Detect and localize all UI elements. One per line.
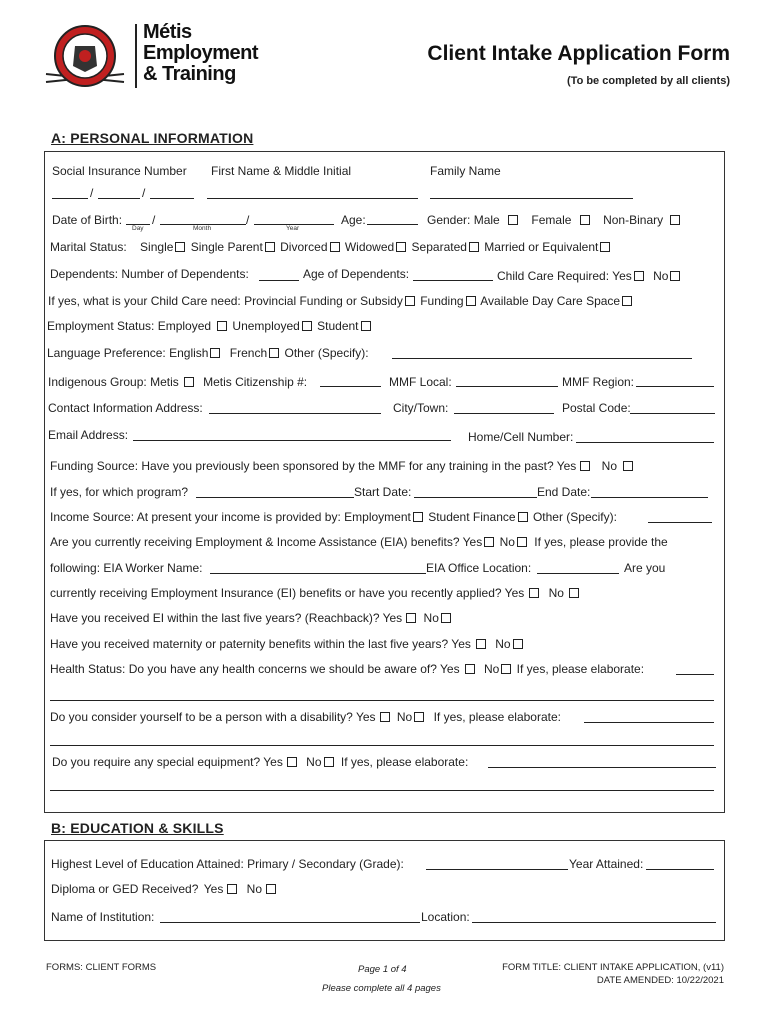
diploma-yes-label: Yes	[203, 882, 224, 896]
sin-label: Social Insurance Number	[52, 164, 187, 178]
employed-checkbox[interactable]	[217, 321, 227, 331]
parental-no-label: No	[495, 637, 511, 651]
marital-row	[50, 240, 612, 254]
day-care-checkbox[interactable]	[622, 296, 632, 306]
child-care-need-row	[48, 294, 634, 308]
non-binary-checkbox[interactable]	[670, 215, 680, 225]
first-name-label: First Name & Middle Initial	[211, 164, 352, 178]
sin-field-2[interactable]	[98, 198, 140, 199]
education-label: Highest Level of Education Attained: Primary / Secondary (Grade):	[51, 857, 404, 871]
postal-field[interactable]	[630, 413, 715, 414]
section-b-title: B: EDUCATION & SKILLS	[51, 820, 224, 836]
other-language-label: Other (Specify):	[284, 346, 369, 360]
metis-checkbox[interactable]	[184, 377, 194, 387]
reachback-no-label: No	[423, 611, 439, 625]
gender-male-label: Gender: Male	[427, 213, 500, 227]
divorced-checkbox[interactable]	[330, 242, 340, 252]
child-care-row	[497, 269, 682, 283]
funding-yes-checkbox[interactable]	[580, 461, 590, 471]
income-row	[50, 510, 617, 524]
diploma-no-label: No	[246, 882, 263, 896]
disability-yes-checkbox[interactable]	[380, 712, 390, 722]
diploma-yes-checkbox[interactable]	[227, 884, 237, 894]
french-checkbox[interactable]	[269, 348, 279, 358]
diploma-label: Diploma or GED Received?	[51, 882, 199, 896]
employed-label: Employment Status: Employed	[47, 319, 212, 333]
eia-yes-checkbox[interactable]	[484, 537, 494, 547]
health-yes-checkbox[interactable]	[465, 664, 475, 674]
reachback-no-checkbox[interactable]	[441, 613, 451, 623]
child-care-yes-checkbox[interactable]	[634, 271, 644, 281]
eia-provide-label: If yes, please provide the	[534, 535, 668, 549]
single-parent-checkbox[interactable]	[265, 242, 275, 252]
disability-no-checkbox[interactable]	[414, 712, 424, 722]
reachback-label: Have you received EI within the last five years? (Reachback)? Yes	[50, 611, 403, 625]
footer-complete: Please complete all 4 pages	[322, 983, 441, 994]
address-field[interactable]	[209, 413, 381, 414]
equipment-elaborate-label: If yes, please elaborate:	[340, 755, 469, 769]
logo-line-3: & Training	[143, 63, 236, 85]
dob-month-hint: Month	[193, 225, 212, 232]
french-label: French	[229, 346, 268, 360]
end-date-label: End Date:	[537, 485, 591, 499]
health-row	[50, 662, 644, 676]
child-care-label: Child Care Required: Yes	[497, 269, 632, 283]
funding-source-label: Funding Source: Have you previously been sponsored by the MMF for any training in the past? Yes	[50, 459, 577, 473]
day-care-label: Available Day Care Space	[480, 294, 621, 308]
indigenous-row	[48, 375, 307, 389]
funding-checkbox[interactable]	[466, 296, 476, 306]
postal-label: Postal Code:	[562, 401, 631, 415]
equipment-yes-checkbox[interactable]	[287, 757, 297, 767]
parental-yes-checkbox[interactable]	[476, 639, 486, 649]
unemployed-label: Unemployed	[232, 319, 300, 333]
divorced-label: Divorced	[280, 240, 328, 254]
dependents-label: Dependents: Number of Dependents:	[50, 267, 249, 281]
ei-no-label: No	[548, 586, 564, 600]
mmf-region-field[interactable]	[636, 386, 714, 387]
diploma-row	[51, 882, 278, 896]
equipment-no-label: No	[306, 755, 322, 769]
age-dependents-label: Age of Dependents:	[303, 267, 410, 281]
eia-worker-field[interactable]	[210, 573, 426, 574]
equipment-label: Do you require any special equipment? Yes	[52, 755, 283, 769]
education-grade-field[interactable]	[426, 869, 568, 870]
disability-elaborate-line-2[interactable]	[50, 745, 714, 746]
footer-date-amended: DATE AMENDED: 10/22/2021	[596, 975, 724, 986]
female-checkbox[interactable]	[580, 215, 590, 225]
subsidy-checkbox[interactable]	[405, 296, 415, 306]
disability-elaborate-field[interactable]	[584, 722, 714, 723]
sin-field-3[interactable]	[150, 198, 194, 199]
parental-label: Have you received maternity or paternity benefits within the last five years? Yes	[50, 637, 471, 651]
english-checkbox[interactable]	[210, 348, 220, 358]
end-date-field[interactable]	[591, 497, 708, 498]
student-finance-checkbox[interactable]	[518, 512, 528, 522]
start-date-field[interactable]	[414, 497, 537, 498]
eia-row	[50, 535, 668, 549]
other-language-field[interactable]	[392, 358, 692, 359]
mmf-local-field[interactable]	[456, 386, 558, 387]
eia-no-label: No	[499, 535, 515, 549]
funding-source-row	[50, 459, 635, 473]
widowed-label: Widowed	[344, 240, 395, 254]
language-row	[47, 346, 369, 360]
ei-row	[50, 586, 581, 600]
separated-checkbox[interactable]	[469, 242, 479, 252]
unemployed-checkbox[interactable]	[302, 321, 312, 331]
footer-page: Page 1 of 4	[358, 964, 407, 975]
metis-label: Indigenous Group: Metis	[48, 375, 179, 389]
health-elaborate-line-2[interactable]	[50, 700, 714, 701]
dob-label: Date of Birth:	[52, 213, 123, 227]
reachback-row	[50, 611, 453, 625]
section-a-title: A: PERSONAL INFORMATION	[51, 130, 254, 146]
eia-office-field[interactable]	[537, 573, 619, 574]
address-label: Contact Information Address:	[48, 401, 203, 415]
health-label: Health Status: Do you have any health concerns we should be aware of? Yes	[50, 662, 460, 676]
dob-year-hint: Year	[286, 225, 300, 232]
year-attained-label: Year Attained:	[569, 857, 644, 871]
logo-line-2: Employment	[143, 42, 259, 64]
disability-label: Do you consider yourself to be a person with a disability? Yes	[50, 710, 376, 724]
sin-slash-2: /	[142, 186, 146, 200]
single-label: Single	[140, 240, 174, 254]
are-you-label: Are you	[624, 561, 666, 575]
family-name-field[interactable]	[430, 198, 633, 199]
eia-no-checkbox[interactable]	[517, 537, 527, 547]
year-attained-field[interactable]	[646, 869, 714, 870]
location-field[interactable]	[472, 922, 716, 923]
phone-label: Home/Cell Number:	[468, 430, 574, 444]
disability-row	[50, 710, 561, 724]
sin-field-1[interactable]	[52, 198, 88, 199]
form-subtitle: (To be completed by all clients)	[567, 75, 730, 87]
child-care-no-checkbox[interactable]	[670, 271, 680, 281]
footer-form-title: FORM TITLE: CLIENT INTAKE APPLICATION, (v11)	[502, 962, 724, 973]
eia-worker-label: following: EIA Worker Name:	[50, 561, 203, 575]
email-field[interactable]	[133, 440, 451, 441]
start-date-label: Start Date:	[354, 485, 412, 499]
health-no-label: No	[483, 662, 500, 676]
first-name-field[interactable]	[207, 198, 418, 199]
ei-label: currently receiving Employment Insurance (EI) benefits or have you recently applied? Yes	[50, 586, 525, 600]
ei-no-checkbox[interactable]	[569, 588, 579, 598]
age-label: Age:	[341, 213, 366, 227]
age-dependents-field[interactable]	[413, 280, 493, 281]
form-title: Client Intake Application Form	[427, 42, 730, 65]
age-field[interactable]	[367, 224, 418, 225]
child-care-need-label: If yes, what is your Child Care need: Provincial Funding or Subsidy	[48, 294, 403, 308]
mmf-region-label: MMF Region:	[562, 375, 635, 389]
equipment-elaborate-line-2[interactable]	[50, 790, 714, 791]
mmf-local-label: MMF Local:	[389, 375, 452, 389]
employment-row	[47, 319, 373, 333]
income-label: Income Source: At present your income is provided by: Employment	[50, 510, 411, 524]
funding-no-checkbox[interactable]	[623, 461, 633, 471]
diploma-no-checkbox[interactable]	[266, 884, 276, 894]
citizenship-label: Metis Citizenship #:	[203, 375, 308, 389]
logo-divider	[135, 24, 137, 88]
logo-emblem	[42, 22, 128, 90]
marital-label: Marital Status:	[50, 240, 127, 254]
city-field[interactable]	[454, 413, 554, 414]
disability-no-label: No	[396, 710, 413, 724]
city-label: City/Town:	[393, 401, 449, 415]
single-checkbox[interactable]	[175, 242, 185, 252]
eia-office-label: EIA Office Location:	[426, 561, 532, 575]
english-label: Language Preference: English	[47, 346, 209, 360]
funding-no-label: No	[601, 459, 617, 473]
email-label: Email Address:	[48, 428, 129, 442]
equipment-elaborate-field[interactable]	[488, 767, 716, 768]
student-label: Student	[317, 319, 359, 333]
parental-row	[50, 637, 525, 651]
dob-slash-1: /	[152, 213, 156, 227]
health-elaborate-label: If yes, please elaborate:	[516, 662, 645, 676]
reachback-yes-checkbox[interactable]	[406, 613, 416, 623]
citizenship-field[interactable]	[320, 386, 381, 387]
sin-slash-1: /	[90, 186, 94, 200]
income-employment-checkbox[interactable]	[413, 512, 423, 522]
institution-label: Name of Institution:	[51, 910, 155, 924]
phone-field[interactable]	[576, 442, 714, 443]
non-binary-label: Non-Binary	[603, 213, 664, 227]
footer-left: FORMS: CLIENT FORMS	[46, 962, 157, 973]
which-program-label: If yes, for which program?	[50, 485, 189, 499]
female-label: Female	[531, 213, 572, 227]
ei-yes-checkbox[interactable]	[529, 588, 539, 598]
married-checkbox[interactable]	[600, 242, 610, 252]
equipment-no-checkbox[interactable]	[324, 757, 334, 767]
logo-line-1: Métis	[143, 21, 192, 43]
other-income-field[interactable]	[648, 522, 712, 523]
parental-no-checkbox[interactable]	[513, 639, 523, 649]
single-parent-label: Single Parent	[190, 240, 263, 254]
dependents-field[interactable]	[259, 280, 299, 281]
family-name-label: Family Name	[430, 164, 501, 178]
dob-day-hint: Day	[132, 225, 144, 232]
institution-field[interactable]	[160, 922, 420, 923]
student-checkbox[interactable]	[361, 321, 371, 331]
student-finance-label: Student Finance	[428, 510, 516, 524]
child-care-no-label: No	[653, 269, 669, 283]
health-elaborate-field[interactable]	[676, 674, 714, 675]
other-income-label: Other (Specify):	[532, 510, 617, 524]
which-program-field[interactable]	[196, 497, 354, 498]
equipment-row	[52, 755, 468, 769]
location-label: Location:	[421, 910, 470, 924]
disability-elaborate-label: If yes, please elaborate:	[433, 710, 561, 724]
dob-slash-2: /	[246, 213, 250, 227]
gender-label	[427, 213, 682, 227]
funding-label: Funding	[420, 294, 464, 308]
health-no-checkbox[interactable]	[501, 664, 511, 674]
married-label: Married or Equivalent	[484, 240, 599, 254]
separated-label: Separated	[411, 240, 467, 254]
widowed-checkbox[interactable]	[396, 242, 406, 252]
male-checkbox[interactable]	[508, 215, 518, 225]
eia-label: Are you currently receiving Employment & Income Assistance (EIA) benefits? Yes	[50, 535, 483, 549]
logo-text	[143, 22, 258, 85]
